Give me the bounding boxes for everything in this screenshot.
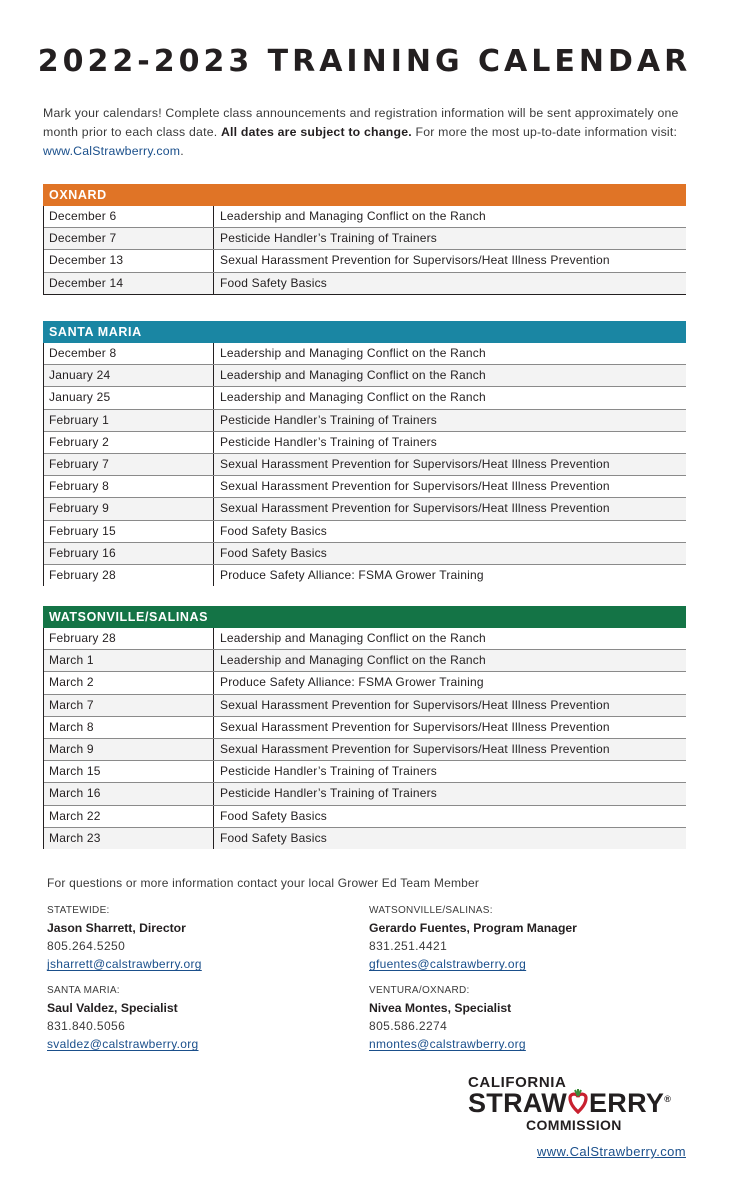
- website-link[interactable]: www.CalStrawberry.com: [536, 1144, 686, 1159]
- intro-text: Mark your calendars! Complete class announcements and registration information will be sent approximately one month prior to each class date.: [43, 106, 679, 139]
- logo-line-california: CALIFORNIA: [468, 1074, 567, 1091]
- row-date: March 15: [44, 761, 214, 782]
- table-row: [44, 476, 686, 498]
- row-course: Leadership and Managing Conflict on the Ranch: [220, 346, 486, 360]
- contact-email-link[interactable]: jsharrett@calstrawberry.org: [47, 957, 202, 971]
- table-row: [44, 343, 686, 365]
- table-row: [44, 739, 686, 761]
- logo-line-strawberry: [468, 1088, 671, 1119]
- table-row: [44, 806, 686, 828]
- table-row: [44, 628, 686, 650]
- table-row: [44, 250, 686, 272]
- row-course: Pesticide Handler’s Training of Trainers: [220, 764, 437, 779]
- contact-name: Saul Valdez, Specialist: [47, 1001, 178, 1015]
- row-date: March 7: [44, 695, 214, 716]
- row-course: Sexual Harassment Prevention for Supervisors/Heat Illness Prevention: [220, 479, 610, 494]
- row-date: December 6: [44, 206, 214, 227]
- row-date: March 9: [44, 739, 214, 760]
- logo-text-straw: STRAW: [468, 1088, 567, 1118]
- contact-name: Jason Sharrett, Director: [47, 921, 186, 935]
- row-date: March 16: [44, 783, 214, 804]
- table-row: [44, 521, 686, 543]
- commission-logo: [468, 1074, 688, 1138]
- row-course: Food Safety Basics: [220, 523, 327, 538]
- table-row: [44, 761, 686, 783]
- contact-intro: For questions or more information contact your local Grower Ed Team Member: [47, 876, 480, 890]
- row-date: February 7: [44, 454, 214, 475]
- row-course: Food Safety Basics: [220, 808, 327, 823]
- row-course: Leadership and Managing Conflict on the Ranch: [220, 653, 486, 668]
- table-row: [44, 783, 686, 805]
- contact-phone: 805.586.2274: [369, 1019, 448, 1033]
- row-date: March 2: [44, 672, 214, 693]
- logo-text-erry: ERRY: [589, 1088, 665, 1118]
- row-date: March 23: [44, 828, 214, 849]
- logo-line-commission: COMMISSION: [526, 1117, 622, 1133]
- contact-email-link[interactable]: nmontes@calstrawberry.org: [369, 1037, 526, 1051]
- row-course: Sexual Harassment Prevention for Supervisors/Heat Illness Prevention: [220, 741, 610, 756]
- schedule-table: [43, 343, 686, 586]
- row-date: February 9: [44, 498, 214, 519]
- contact-phone: 805.264.5250: [47, 939, 126, 953]
- row-date: January 25: [44, 387, 214, 408]
- row-date: February 16: [44, 543, 214, 564]
- row-course: Sexual Harassment Prevention for Supervisors/Heat Illness Prevention: [220, 719, 610, 734]
- row-course: Food Safety Basics: [220, 545, 327, 560]
- schedule-table: [43, 628, 686, 849]
- schedule-table: [43, 206, 686, 295]
- row-course: Sexual Harassment Prevention for Supervisors/Heat Illness Prevention: [220, 456, 610, 471]
- row-date: February 2: [44, 432, 214, 453]
- section-santa-maria: [43, 321, 686, 586]
- table-row: [44, 828, 686, 849]
- section-header: SANTA MARIA: [43, 321, 686, 343]
- contact-ventura-oxnard: [369, 983, 659, 1053]
- table-row: [44, 543, 686, 565]
- table-row: [44, 717, 686, 739]
- row-course: Leadership and Managing Conflict on the Ranch: [220, 209, 486, 223]
- row-course: Pesticide Handler’s Training of Trainers: [220, 434, 437, 449]
- row-date: March 1: [44, 650, 214, 671]
- table-row: [44, 695, 686, 717]
- section-oxnard: [43, 184, 686, 295]
- contact-watsonville-salinas: [369, 903, 659, 973]
- row-date: December 14: [44, 273, 214, 294]
- row-course: Leadership and Managing Conflict on the Ranch: [220, 390, 486, 405]
- section-watsonville-salinas: [43, 606, 686, 849]
- contact-phone: 831.251.4421: [369, 939, 448, 953]
- intro-paragraph: [43, 104, 693, 161]
- row-date: February 28: [44, 565, 214, 586]
- contact-name: Gerardo Fuentes, Program Manager: [369, 921, 577, 935]
- intro-bold-note: All dates are subject to change.: [220, 125, 412, 139]
- table-row: [44, 410, 686, 432]
- row-date: March 22: [44, 806, 214, 827]
- row-date: February 8: [44, 476, 214, 497]
- section-header: OXNARD: [43, 184, 686, 206]
- contact-statewide: [47, 903, 337, 973]
- row-date: February 15: [44, 521, 214, 542]
- row-course: Sexual Harassment Prevention for Supervisors/Heat Illness Prevention: [220, 697, 610, 712]
- contact-email-link[interactable]: svaldez@calstrawberry.org: [47, 1037, 199, 1051]
- table-row: [44, 228, 686, 250]
- contact-phone: 831.840.5056: [47, 1019, 126, 1033]
- row-date: December 8: [44, 343, 214, 364]
- row-course: Produce Safety Alliance: FSMA Grower Training: [220, 675, 484, 690]
- table-row: [44, 432, 686, 454]
- page-title: 2022-2023 TRAINING CALENDAR: [37, 44, 692, 79]
- row-date: March 8: [44, 717, 214, 738]
- table-row: [44, 273, 686, 295]
- contact-name: Nivea Montes, Specialist: [369, 1001, 512, 1015]
- row-course: Food Safety Basics: [220, 830, 327, 845]
- registered-mark: ®: [664, 1094, 672, 1104]
- row-course: Sexual Harassment Prevention for Supervisors/Heat Illness Prevention: [220, 253, 610, 268]
- row-course: Produce Safety Alliance: FSMA Grower Training: [220, 567, 484, 582]
- intro-website-link[interactable]: www.CalStrawberry.com: [43, 144, 181, 158]
- intro-text-after: For more the most up-to-date information visit:: [411, 125, 678, 139]
- row-course: Leadership and Managing Conflict on the Ranch: [220, 368, 486, 383]
- contact-region: SANTA MARIA:: [47, 985, 120, 996]
- row-date: February 1: [44, 410, 214, 431]
- intro-end: .: [180, 144, 184, 158]
- row-date: February 28: [44, 628, 214, 649]
- row-course: Leadership and Managing Conflict on the Ranch: [220, 631, 486, 645]
- row-course: Pesticide Handler’s Training of Trainers: [220, 231, 437, 246]
- row-course: Pesticide Handler’s Training of Trainers: [220, 786, 437, 801]
- section-header: WATSONVILLE/SALINAS: [43, 606, 686, 628]
- table-row: [44, 206, 686, 228]
- row-date: December 7: [44, 228, 214, 249]
- table-row: [44, 387, 686, 409]
- table-row: [44, 650, 686, 672]
- contact-email-link[interactable]: gfuentes@calstrawberry.org: [369, 957, 527, 971]
- table-row: [44, 365, 686, 387]
- table-row: [44, 454, 686, 476]
- contact-region: VENTURA/OXNARD:: [369, 985, 470, 996]
- table-row: [44, 498, 686, 520]
- table-row: [44, 565, 686, 586]
- row-date: December 13: [44, 250, 214, 271]
- contact-region: WATSONVILLE/SALINAS:: [369, 905, 493, 916]
- row-course: Sexual Harassment Prevention for Supervisors/Heat Illness Prevention: [220, 501, 610, 516]
- strawberry-icon: [567, 1091, 589, 1115]
- row-course: Food Safety Basics: [220, 275, 327, 290]
- row-course: Pesticide Handler’s Training of Trainers: [220, 412, 437, 427]
- contact-region: STATEWIDE:: [47, 905, 110, 916]
- table-row: [44, 672, 686, 694]
- row-date: January 24: [44, 365, 214, 386]
- contact-santa-maria: [47, 983, 337, 1053]
